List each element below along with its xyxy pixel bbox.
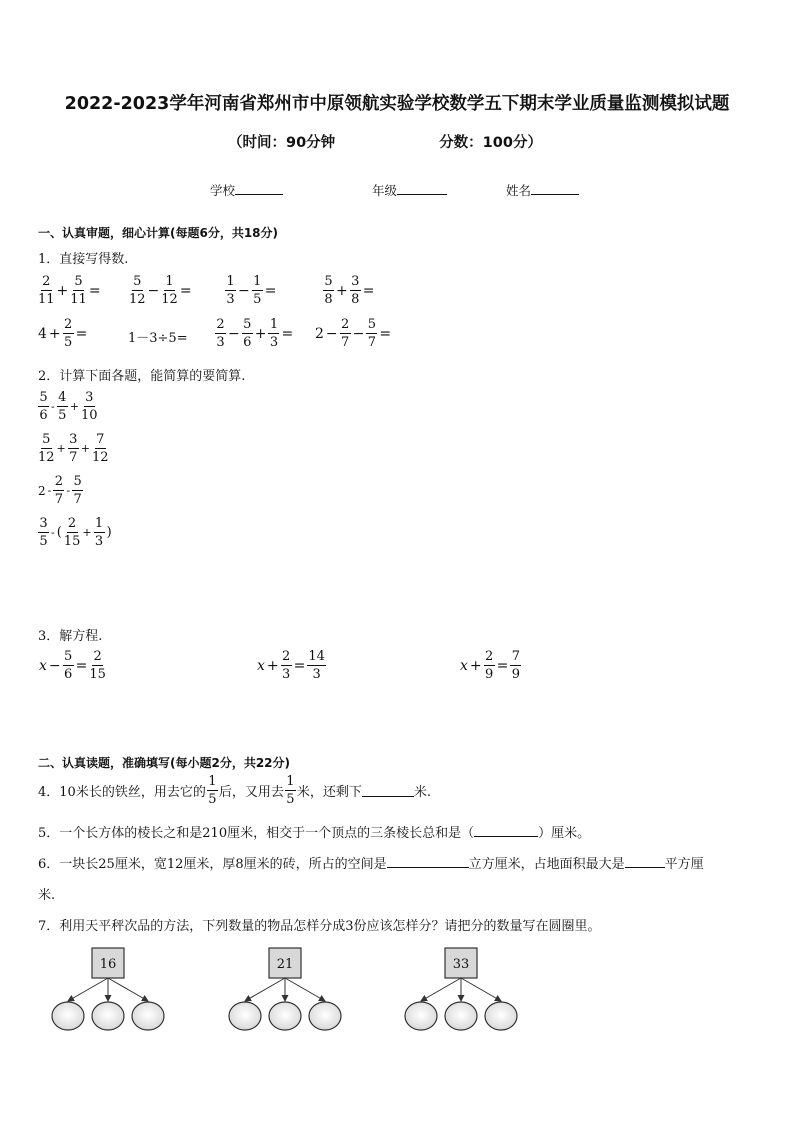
answer-circle[interactable] bbox=[132, 1002, 164, 1030]
name-blank[interactable] bbox=[531, 182, 579, 195]
answer-circle[interactable] bbox=[405, 1002, 437, 1030]
exam-score: 分数：100分） bbox=[439, 135, 542, 151]
fraction: $\frac{2}{7}$ bbox=[341, 317, 350, 350]
fraction: $\frac{14}{3}$ bbox=[308, 649, 325, 682]
grade-blank[interactable] bbox=[397, 182, 447, 195]
answer-circle[interactable] bbox=[52, 1002, 84, 1030]
answer-circle[interactable] bbox=[309, 1002, 341, 1030]
fraction: $\frac{7}{9}$ bbox=[511, 649, 521, 682]
fraction: $\frac{5}{12}$ bbox=[38, 432, 55, 465]
question-3-prompt: 3．解方程. bbox=[38, 629, 103, 644]
fraction: $\frac{3}{10}$ bbox=[80, 390, 98, 423]
fraction: $\frac{2}{11}$ bbox=[38, 274, 55, 307]
fraction: $\frac{2}{3}$ bbox=[216, 317, 225, 350]
fraction: $\frac{5}{8}$ bbox=[324, 274, 333, 307]
balance-split-diagram bbox=[0, 940, 794, 1040]
q5-answer-blank[interactable] bbox=[474, 824, 538, 837]
q1-expr-7: $\frac{2}{3}$ − $\frac{5}{6}$ + $\frac{1}{3}$ = bbox=[216, 317, 294, 350]
fraction: $\frac{1}{12}$ bbox=[161, 274, 178, 307]
fraction: $\frac{2}{5}$ bbox=[64, 317, 73, 350]
arrow bbox=[245, 978, 285, 1001]
arrow bbox=[68, 978, 108, 1001]
q6-area-blank[interactable] bbox=[625, 855, 665, 868]
fraction: $\frac{2}{3}$ bbox=[282, 649, 291, 682]
answer-circle[interactable] bbox=[485, 1002, 517, 1030]
q1-expr-6: 1－3÷5= bbox=[128, 331, 188, 346]
q2-expr-3: 2 - $\frac{2}{7}$ - $\frac{5}{7}$ bbox=[38, 474, 82, 507]
q1-expr-8: 2 − $\frac{2}{7}$ − $\frac{5}{7}$ = bbox=[315, 317, 392, 350]
question-4: 4．10米长的铁丝，用去它的 $\frac{1}{5}$ 后，又用去 $\frac{1}{5}$ 米，还剩下 米. bbox=[38, 774, 431, 807]
fraction: $\frac{3}{8}$ bbox=[351, 274, 360, 307]
answer-circle[interactable] bbox=[445, 1002, 477, 1030]
q1-expr-5: 4 + $\frac{2}{5}$ = bbox=[38, 317, 88, 350]
q3-equation-3: x + $\frac{2}{9}$ = $\frac{7}{9}$ bbox=[460, 649, 521, 682]
fraction: $\frac{1}{3}$ bbox=[226, 274, 235, 307]
q2-expr-2: $\frac{5}{12}$ + $\frac{3}{7}$ + $\frac{7}{12}$ bbox=[38, 432, 109, 465]
q1-expr-1: $\frac{2}{11}$ + $\frac{5}{11}$ = bbox=[38, 274, 101, 307]
answer-circle[interactable] bbox=[269, 1002, 301, 1030]
total-label: 33 bbox=[452, 957, 470, 972]
question-6: 6．一块长25厘米，宽12厘米，厚8厘米的砖，所占的空间是 立方厘米，占地面积最大是 平方厘 bbox=[38, 857, 704, 872]
exam-meta bbox=[228, 131, 542, 152]
arrow bbox=[461, 978, 501, 1001]
q4-answer-blank[interactable] bbox=[362, 784, 414, 797]
fraction: $\frac{2}{15}$ bbox=[63, 516, 81, 549]
q1-expr-3: $\frac{1}{3}$ − $\frac{1}{5}$ = bbox=[226, 274, 277, 307]
question-1-prompt: 1．直接写得数. bbox=[38, 252, 129, 267]
q2-expr-1: $\frac{5}{6}$ - $\frac{4}{5}$ + $\frac{3}{10}$ bbox=[39, 390, 98, 423]
section-1-heading: 一、认真审题，细心计算(每题6分，共18分) bbox=[38, 226, 279, 240]
fraction: $\frac{2}{15}$ bbox=[89, 649, 106, 682]
q1-expr-4: $\frac{5}{8}$ + $\frac{3}{8}$ = bbox=[324, 274, 375, 307]
answer-circle[interactable] bbox=[92, 1002, 124, 1030]
name-field: 姓名 bbox=[506, 181, 579, 199]
grade-field: 年级 bbox=[372, 181, 447, 199]
q3-equation-2: x + $\frac{2}{3}$ = $\frac{14}{3}$ bbox=[257, 649, 325, 682]
fraction: $\frac{5}{6}$ bbox=[64, 649, 73, 682]
fraction: $\frac{5}{6}$ bbox=[39, 390, 48, 423]
school-blank[interactable] bbox=[235, 182, 283, 195]
fraction: $\frac{4}{5}$ bbox=[58, 390, 67, 423]
q3-equation-1: x − $\frac{5}{6}$ = $\frac{2}{15}$ bbox=[39, 649, 106, 682]
page-title: 2022-2023学年河南省郑州市中原领航实验学校数学五下期末学业质量监测模拟试题 bbox=[64, 94, 730, 114]
arrow bbox=[285, 978, 325, 1001]
question-5: 5．一个长方体的棱长之和是210厘米，相交于一个顶点的三条棱长总和是（ ）厘米。 bbox=[38, 826, 591, 841]
fraction: $\frac{2}{7}$ bbox=[54, 474, 63, 507]
fraction: $\frac{1}{5}$ bbox=[208, 774, 217, 807]
fraction: $\frac{5}{6}$ bbox=[243, 317, 252, 350]
fraction: $\frac{1}{5}$ bbox=[253, 274, 262, 307]
split-group bbox=[405, 948, 517, 1030]
fraction: $\frac{1}{3}$ bbox=[94, 516, 104, 549]
exam-time: （时间：90分钟 bbox=[228, 135, 336, 151]
answer-circle[interactable] bbox=[229, 1002, 261, 1030]
total-label: 16 bbox=[99, 957, 117, 972]
q1-expr-2: $\frac{5}{12}$ − $\frac{1}{12}$ = bbox=[129, 274, 192, 307]
total-label: 21 bbox=[276, 957, 294, 972]
arrow bbox=[108, 978, 148, 1001]
fraction: $\frac{5}{7}$ bbox=[73, 474, 82, 507]
fraction: $\frac{1}{3}$ bbox=[269, 317, 279, 350]
question-7-prompt: 7．利用天平秤次品的方法，下列数量的物品怎样分成3份应该怎样分？请把分的数量写在圆圈里。 bbox=[38, 919, 601, 934]
fraction: $\frac{5}{7}$ bbox=[367, 317, 377, 350]
question-6-cont: 米. bbox=[38, 888, 56, 903]
fraction: $\frac{5}{12}$ bbox=[129, 274, 146, 307]
section-2-heading: 二、认真读题，准确填写(每小题2分，共22分) bbox=[38, 756, 291, 770]
split-group bbox=[52, 948, 164, 1030]
q6-volume-blank[interactable] bbox=[387, 855, 469, 868]
school-field: 学校 bbox=[210, 181, 283, 199]
split-group bbox=[229, 948, 341, 1030]
arrow bbox=[421, 978, 461, 1001]
fraction: $\frac{7}{12}$ bbox=[91, 432, 109, 465]
fraction: $\frac{2}{9}$ bbox=[485, 649, 494, 682]
fraction: $\frac{3}{7}$ bbox=[69, 432, 78, 465]
fraction: $\frac{3}{5}$ bbox=[39, 516, 48, 549]
fraction: $\frac{1}{5}$ bbox=[286, 774, 295, 807]
question-2-prompt: 2．计算下面各题，能简算的要简算. bbox=[38, 369, 246, 384]
q2-expr-4: $\frac{3}{5}$ - ( $\frac{2}{15}$ + $\frac{1}{3}$ ) bbox=[39, 516, 112, 549]
fraction: $\frac{5}{11}$ bbox=[70, 274, 87, 307]
